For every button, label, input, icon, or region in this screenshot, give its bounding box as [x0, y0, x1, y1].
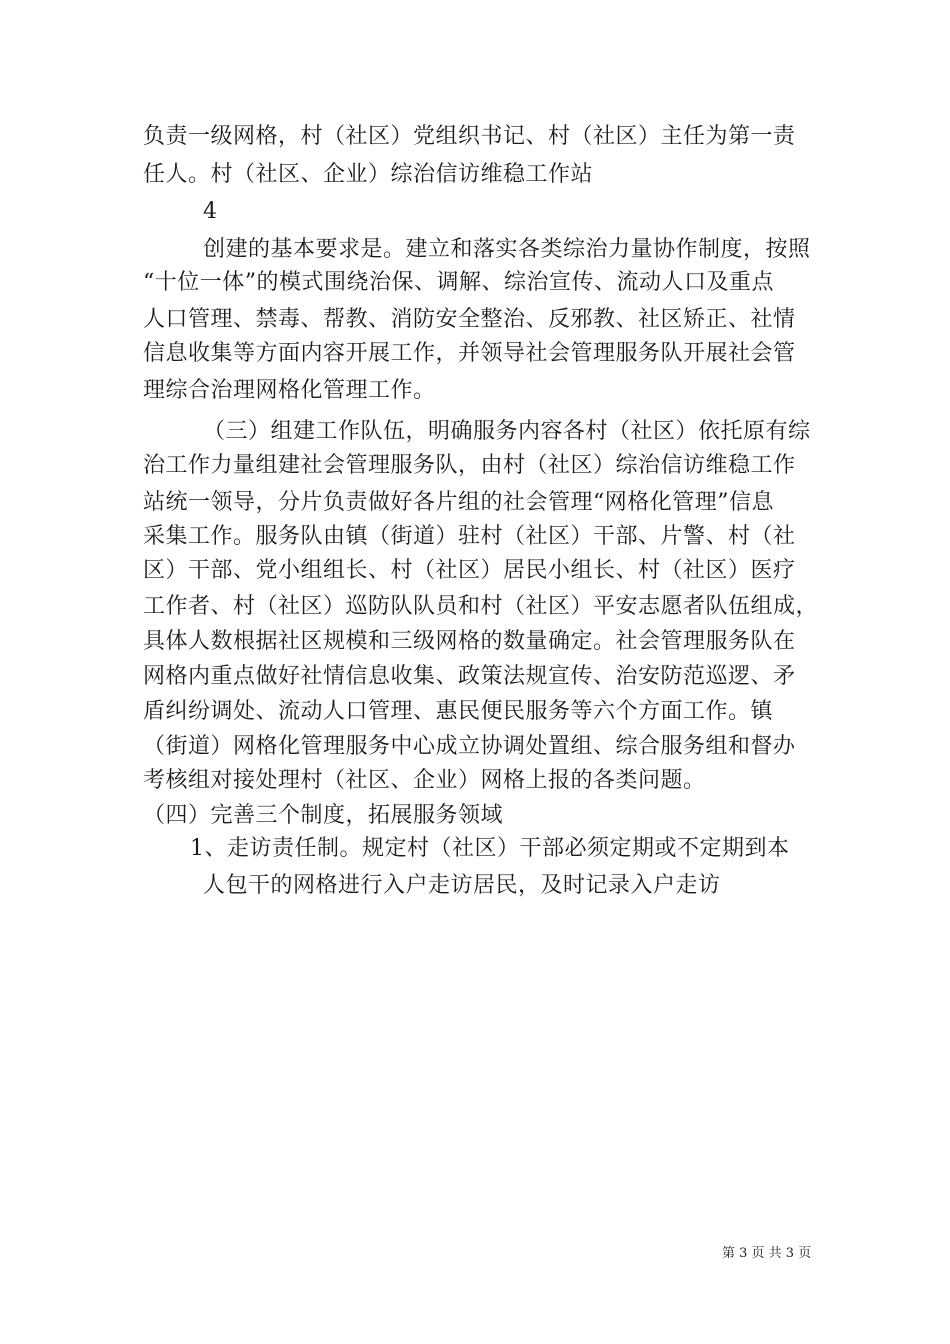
text-line: （街道）网格化管理服务中心成立协调处置组、综合服务组和督办 [143, 734, 796, 759]
text-line: 负责一级网格，村（社区）党组织书记、村（社区）主任为第一责 [143, 124, 796, 149]
text-line: 4 [203, 199, 218, 224]
text-line: 区）干部、党小组组长、村（社区）居民小组长、村（社区）医疗 [143, 558, 796, 583]
text-line: 工作者、村（社区）巡防队队员和村（社区）平安志愿者队伍组成， [143, 594, 819, 619]
text-line: 网格内重点做好社情信息收集、政策法规宣传、治安防范巡逻、矛 [143, 664, 796, 689]
text-line: 治工作力量组建社会管理服务队，由村（社区）综治信访维稳工作 [143, 453, 796, 478]
text-line: 盾纠纷调处、流动人口管理、惠民便民服务等六个方面工作。镇 [143, 699, 774, 724]
text-line: 站统一领导，分片负责做好各片组的社会管理“网格化管理”信息 [143, 490, 774, 515]
text-line: （四）完善三个制度，拓展服务领域 [143, 803, 504, 828]
text-line: 任人。村（社区、企业）综治信访维稳工作站 [143, 162, 594, 187]
text-line: 具体人数根据社区规模和三级网格的数量确定。社会管理服务队在 [143, 629, 796, 654]
page-number-footer: 第 3 页 共 3 页 [722, 1246, 812, 1261]
text-line: 创建的基本要求是。建立和落实各类综治力量协作制度，按照 [203, 237, 811, 262]
text-line: （三）组建工作队伍，明确服务内容各村（社区）依托原有综 [203, 419, 811, 444]
text-line: 信息收集等方面内容开展工作，并领导社会管理服务队开展社会管 [143, 341, 796, 366]
text-line: 采集工作。服务队由镇（街道）驻村（社区）干部、片警、村（社 [143, 524, 796, 549]
text-line: “十位一体”的模式围绕治保、调解、综治宣传、流动人口及重点 [143, 270, 774, 295]
text-line: 理综合治理网格化管理工作。 [143, 378, 436, 403]
text-line: 人包干的网格进行入户走访居民，及时记录入户走访 [203, 873, 721, 898]
text-line: 1、走访责任制。规定村（社区）干部必须定期或不定期到本 [190, 836, 790, 861]
text-line: 人口管理、禁毒、帮教、消防安全整治、反邪教、社区矫正、社情 [143, 307, 796, 332]
text-line: 考核组对接处理村（社区、企业）网格上报的各类问题。 [143, 768, 706, 793]
